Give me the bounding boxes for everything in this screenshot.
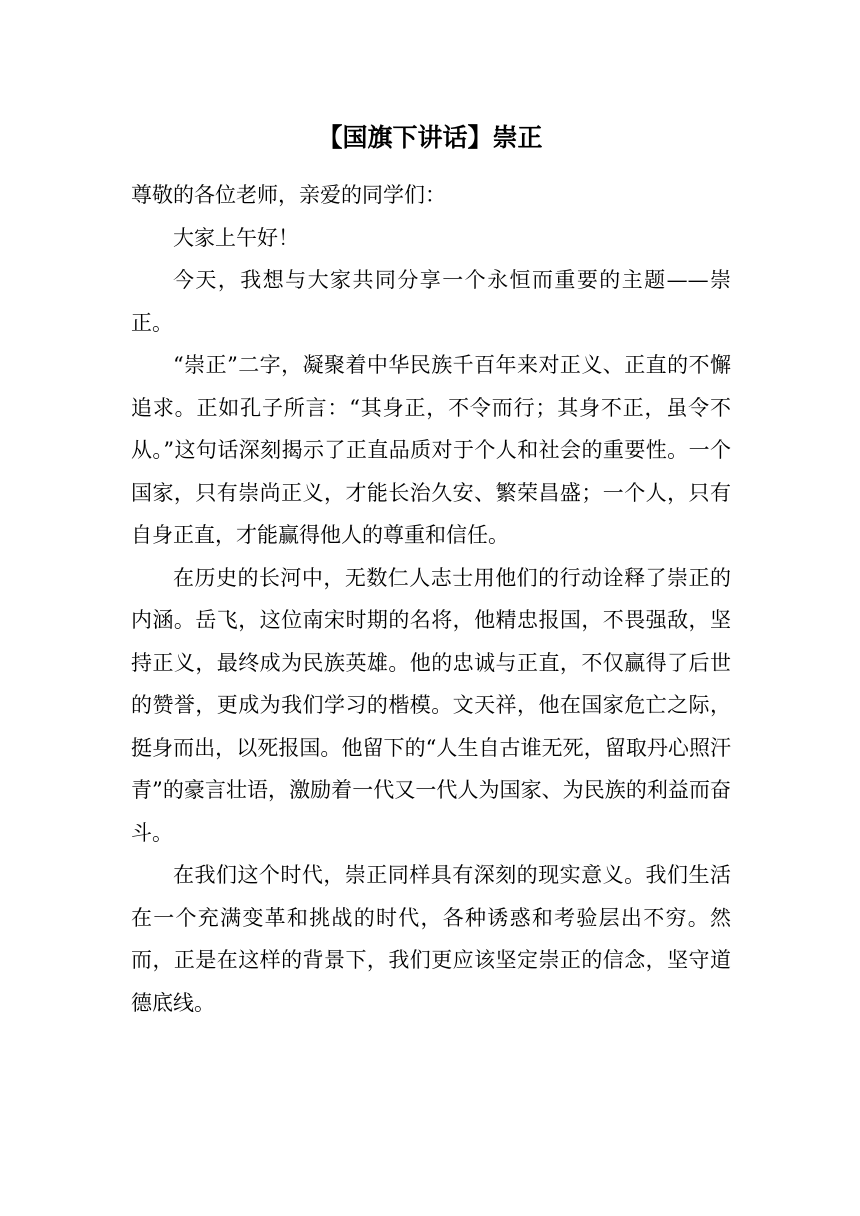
document-title: 【国旗下讲话】崇正 [317, 123, 543, 152]
paragraph-history: 在历史的长河中，无数仁人志士用他们的行动诠释了崇正的内涵。岳飞，这位南宋时期的名将，他精忠报国，不畏强敌，坚持正义，最终成为民族英雄。他的忠诚与正直，不仅赢得了后世的赞誉，更成为我们学习的楷模。文天祥，他在国家危亡之际，挺身而出，以死报国。他留下的“人生自古谁无死，留取丹心照汗青”的豪言壮语，激励着一代又一代人为国家、为民族的利益而奋斗。 [131, 565, 731, 845]
document-body [131, 174, 731, 1024]
salutation: 尊敬的各位老师，亲爱的同学们： [131, 183, 446, 207]
paragraph-theme: 今天，我想与大家共同分享一个永恒而重要的主题——崇正。 [131, 268, 731, 335]
paragraph-present: 在我们这个时代，崇正同样具有深刻的现实意义。我们生活在一个充满变革和挑战的时代，各种诱惑和考验层出不穷。然而，正是在这样的背景下，我们更应该坚定崇正的信念，坚守道德底线。 [131, 863, 731, 1015]
paragraph-meaning: “崇正”二字，凝聚着中华民族千百年来对正义、正直的不懈追求。正如孔子所言：“其身正，不令而行；其身不正，虽令不从。”这句话深刻揭示了正直品质对于个人和社会的重要性。一个国家，只有崇尚正义，才能长治久安、繁荣昌盛；一个人，只有自身正直，才能赢得他人的尊重和信任。 [131, 353, 731, 547]
paragraph-greeting: 大家上午好！ [173, 225, 299, 250]
